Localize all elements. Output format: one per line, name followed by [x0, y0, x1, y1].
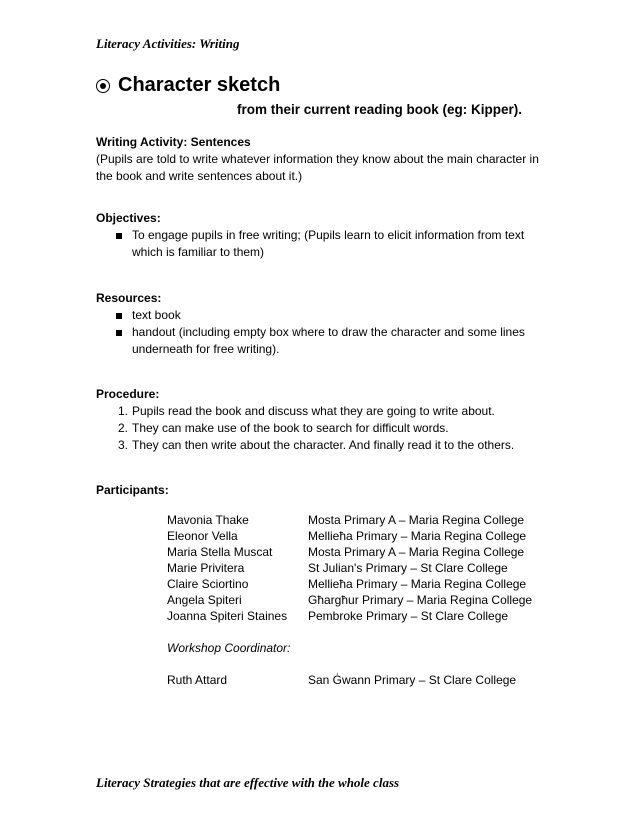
participant-school: St Julian's Primary – St Clare College — [308, 561, 508, 575]
participant-name: Claire Sciortino — [167, 577, 249, 591]
participant-school: Pembroke Primary – St Clare College — [308, 609, 509, 623]
participant-row — [167, 528, 547, 544]
list-item — [96, 227, 546, 261]
list-item — [96, 307, 546, 324]
list-item — [96, 420, 546, 437]
participants-heading: Participants: — [96, 483, 169, 497]
participant-school: Għargħur Primary – Maria Regina College — [308, 593, 533, 607]
resources-heading: Resources: — [96, 291, 162, 305]
participant-name: Maria Stella Muscat — [167, 545, 273, 559]
procedure-text: Pupils read the book and discuss what they are going to write about. — [132, 404, 495, 418]
participant-name: Angela Spiteri — [167, 593, 242, 607]
list-item — [96, 437, 546, 454]
participant-row — [167, 608, 547, 624]
page-title — [96, 74, 280, 97]
title-text: Character sketch — [118, 74, 281, 96]
participant-name: Joanna Spiteri Staines — [167, 609, 288, 623]
participant-name: Eleonor Vella — [167, 529, 238, 543]
coordinator-school: San Ġwann Primary – St Clare College — [308, 673, 517, 687]
procedure-text: They can then write about the character. And finally read it to the others. — [132, 438, 515, 452]
page-footer: Literacy Strategies that are effective with the whole class — [96, 775, 400, 790]
writing-activity-text: (Pupils are told to write whatever information they know about the main character in the book and write sentences about it.) — [96, 152, 539, 183]
item-number: 2. — [118, 421, 129, 435]
procedure-text: They can make use of the book to search for difficult words. — [132, 421, 449, 435]
square-bullet-icon — [116, 233, 122, 239]
writing-activity-label: Writing Activity: Sentences — [96, 135, 251, 149]
page-subtitle: from their current reading book (eg: Kipper). — [237, 102, 523, 117]
participant-school: Mosta Primary A – Maria Regina College — [308, 545, 525, 559]
list-item — [96, 324, 546, 358]
procedure-section — [96, 386, 546, 454]
resource-text: text book — [132, 308, 181, 322]
objectives-section — [96, 210, 546, 261]
participant-row — [167, 512, 547, 528]
participant-school: Mosta Primary A – Maria Regina College — [308, 513, 525, 527]
square-bullet-icon — [116, 313, 122, 319]
list-item — [96, 403, 546, 420]
participants-list — [167, 512, 547, 688]
page-header: Literacy Activities: Writing — [96, 36, 240, 51]
participant-row — [167, 560, 547, 576]
participant-row — [167, 592, 547, 608]
resource-text: handout (including empty box where to draw the character and some lines underneath for free writing). — [132, 325, 525, 356]
participant-school: Mellieħa Primary – Maria Regina College — [308, 577, 527, 591]
participant-row — [167, 544, 547, 560]
target-bullet-icon — [96, 79, 110, 93]
participant-name: Marie Privitera — [167, 561, 245, 575]
resources-section — [96, 290, 546, 358]
participant-name: Mavonia Thake — [167, 513, 249, 527]
procedure-heading: Procedure: — [96, 387, 160, 401]
objectives-heading: Objectives: — [96, 211, 161, 225]
writing-activity — [96, 134, 546, 185]
coordinator-label: Workshop Coordinator: — [167, 641, 291, 655]
objective-text: To engage pupils in free writing; (Pupils learn to elicit information from text which is familiar to them) — [132, 228, 525, 259]
participant-row — [167, 672, 547, 688]
item-number: 3. — [118, 438, 129, 452]
square-bullet-icon — [116, 330, 122, 336]
participant-row — [167, 576, 547, 592]
item-number: 1. — [118, 404, 129, 418]
coordinator-name: Ruth Attard — [167, 673, 228, 687]
participant-school: Mellieħa Primary – Maria Regina College — [308, 529, 527, 543]
